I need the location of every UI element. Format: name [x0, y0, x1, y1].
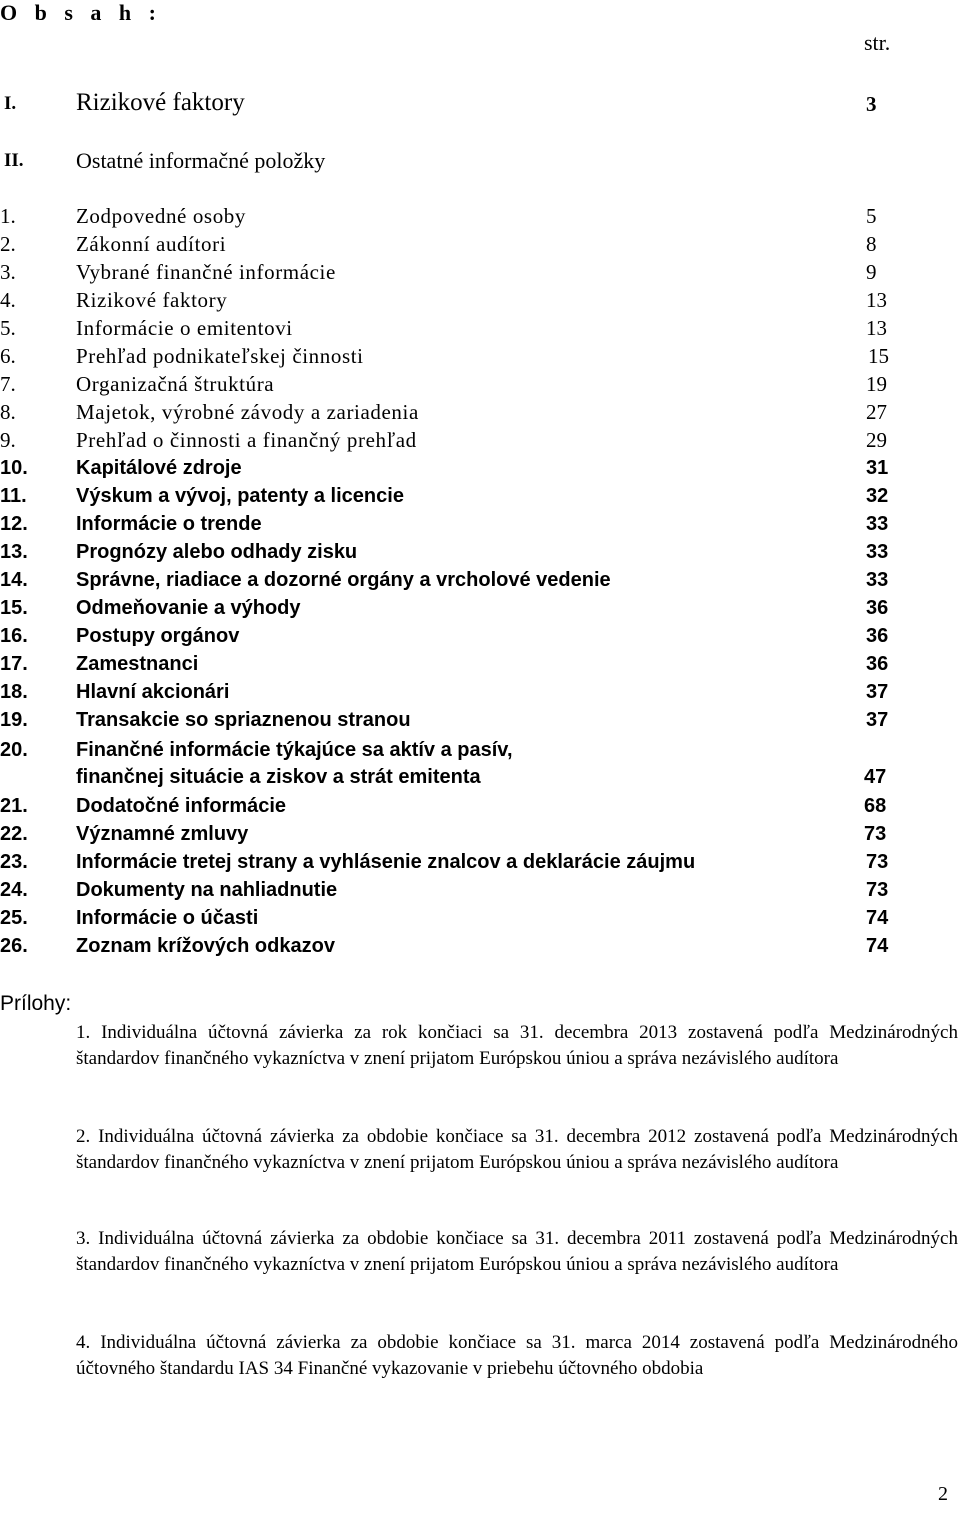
toc-item-number: 8. [0, 400, 16, 424]
toc-item-page: 15 [868, 344, 889, 368]
toc-item-label: Zákonní audítori [76, 232, 227, 256]
toc-item-page: 33 [866, 541, 889, 563]
toc-item-label: Zodpovedné osoby [76, 204, 246, 228]
toc-item-number: 15. [0, 597, 28, 619]
toc-item-label: Organizačná štruktúra [76, 372, 275, 396]
toc-item-page: 74 [866, 935, 889, 957]
toc-item-page: 9 [866, 260, 877, 284]
toc-item-number: 6. [0, 344, 16, 368]
toc-item-label: Odmeňovanie a výhody [76, 597, 301, 619]
toc-item-label: Výskum a vývoj, patenty a licencie [76, 485, 404, 507]
toc-item-number: 4. [0, 288, 16, 312]
attachment-item: 1. Individuálna účtovná závierka za rok končiaci sa 31. decembra 2013 zostavená podľa Medzinárodných štandardov finančného vykazníctva v znení prijatom Európskou úniou a správa nezávislého audítora [76, 1022, 958, 1069]
section-page: 3 [866, 92, 877, 116]
toc-item [0, 258, 960, 286]
toc-item-number: 9. [0, 428, 16, 452]
toc-item [0, 594, 960, 622]
toc-item [0, 426, 960, 454]
toc-item-page: 19 [866, 372, 887, 396]
toc-item-number: 25. [0, 907, 28, 929]
toc-item-label: finančnej situácie a ziskov a strát emitenta [76, 766, 481, 788]
toc-item-page: 29 [866, 428, 887, 452]
toc-item-number: 20. [0, 739, 28, 761]
toc-item-number: 3. [0, 260, 16, 284]
section-title: Ostatné informačné položky [76, 148, 326, 173]
toc-item [0, 286, 960, 314]
toc-item [0, 820, 960, 848]
toc-item-number: 13. [0, 541, 28, 563]
toc-item-number: 10. [0, 457, 28, 479]
toc-item [0, 314, 960, 342]
toc-item-number: 24. [0, 879, 28, 901]
toc-item-label: Dodatočné informácie [76, 795, 287, 817]
page-column-label: str. [864, 30, 891, 55]
toc-item-label: Informácie o účasti [76, 907, 259, 929]
toc-item [0, 706, 960, 734]
toc-item-label: Finančné informácie týkajúce sa aktív a pasív, [76, 739, 513, 761]
section-number: II. [4, 150, 24, 171]
toc-item-label: Postupy orgánov [76, 625, 240, 647]
toc-item-number: 5. [0, 316, 16, 340]
toc-item [0, 566, 960, 594]
toc-item-label: Významné zmluvy [76, 823, 249, 845]
toc-item-label: Zoznam krížových odkazov [76, 935, 335, 957]
toc-item [0, 904, 960, 932]
toc-item [0, 398, 960, 426]
toc-item-page: 5 [866, 204, 877, 228]
toc-item-number: 1. [0, 204, 16, 228]
page-number: 2 [938, 1483, 948, 1505]
section-title: Rizikové faktory [76, 89, 245, 116]
toc-item-page: 68 [864, 795, 887, 817]
toc-item-number: 16. [0, 625, 28, 647]
toc-item-label: Prehľad podnikateľskej činnosti [76, 344, 364, 368]
toc-item-label: Zamestnanci [76, 653, 199, 675]
attachment-item: 2. Individuálna účtovná závierka za obdobie končiace sa 31. decembra 2012 zostavená podľa Medzinárodných štandardov finančného vykazníctva v znení prijatom Európskou úniou a správa nezávislého audítora [76, 1126, 958, 1173]
toc-item-label: Prognózy alebo odhady zisku [76, 541, 358, 563]
toc-item-number: 14. [0, 569, 28, 591]
toc-item-page: 36 [866, 597, 889, 619]
toc-item-label: Kapitálové zdroje [76, 457, 242, 479]
toc-item-page: 37 [866, 681, 889, 703]
toc-item-label: Informácie o trende [76, 513, 262, 535]
attachment-item: 3. Individuálna účtovná závierka za obdobie končiace sa 31. decembra 2011 zostavená podľa Medzinárodných štandardov finančného vykazníctva v znení prijatom Európskou úniou a správa nezávislého audítora [76, 1228, 958, 1275]
attachment-item: 4. Individuálna účtovná závierka za obdobie končiace sa 31. marca 2014 zostavená podľa Medzinárodného účtovného štandardu IAS 34 Finančné vykazovanie v priebehu účtovného obdobia [76, 1332, 958, 1379]
toc-item-number: 2. [0, 232, 16, 256]
toc-item-number: 12. [0, 513, 28, 535]
toc-item-number: 23. [0, 851, 28, 873]
toc-item-page: 73 [866, 851, 889, 873]
toc-item-page: 36 [866, 625, 889, 647]
toc-item [0, 848, 960, 876]
toc-item [0, 538, 960, 566]
toc-item-number: 19. [0, 709, 28, 731]
toc-item-number: 18. [0, 681, 28, 703]
toc-item-page: 47 [864, 766, 887, 788]
toc-item-page: 37 [866, 709, 889, 731]
toc-item-page: 74 [866, 907, 889, 929]
toc-item-page: 13 [866, 316, 887, 340]
toc-item-label: Dokumenty na nahliadnutie [76, 879, 338, 901]
toc-item [0, 370, 960, 398]
page-title: O b s a h : [0, 0, 162, 25]
toc-item-label: Vybrané finančné informácie [76, 260, 336, 284]
toc-item-label: Správne, riadiace a dozorné orgány a vrcholové vedenie [76, 569, 611, 591]
toc-item [0, 792, 960, 820]
toc-item [0, 342, 960, 370]
toc-item-label: Transakcie so spriaznenou stranou [76, 709, 411, 731]
toc-item [0, 932, 960, 960]
toc-item-label: Majetok, výrobné závody a zariadenia [76, 400, 419, 424]
toc-item [0, 510, 960, 538]
toc-item-page: 32 [866, 485, 889, 507]
toc-item [0, 678, 960, 706]
toc-item-number: 26. [0, 935, 28, 957]
toc-item [0, 622, 960, 650]
toc-item-label: Prehľad o činnosti a finančný prehľad [76, 428, 417, 452]
toc-item-label: Rizikové faktory [76, 288, 228, 312]
toc-item-number: 22. [0, 823, 28, 845]
toc-item-page: 13 [866, 288, 887, 312]
toc-item [0, 482, 960, 510]
toc-item-page: 31 [866, 457, 889, 479]
attachments-heading: Prílohy: [0, 992, 72, 1015]
toc-item [0, 650, 960, 678]
toc-item-page: 36 [866, 653, 889, 675]
toc-item-page: 8 [866, 232, 877, 256]
toc-item [0, 230, 960, 258]
toc-item-page: 33 [866, 569, 889, 591]
toc-item [0, 454, 960, 482]
toc-item [0, 876, 960, 904]
toc-item [0, 202, 960, 230]
toc-item-number: 11. [0, 485, 27, 507]
toc-item-number: 7. [0, 372, 16, 396]
toc-item-number: 17. [0, 653, 28, 675]
toc-item-page: 73 [864, 823, 887, 845]
toc-item-page: 27 [866, 400, 887, 424]
toc-item-page: 73 [866, 879, 889, 901]
toc-item-label: Hlavní akcionári [76, 681, 230, 703]
toc-item [0, 736, 960, 764]
toc-item-label: Informácie tretej strany a vyhlásenie znalcov a deklarácie záujmu [76, 851, 696, 873]
section-number: I. [4, 93, 17, 114]
toc-item-number: 21. [0, 795, 28, 817]
toc-item [0, 763, 960, 791]
toc-item-label: Informácie o emitentovi [76, 316, 293, 340]
toc-item-page: 33 [866, 513, 889, 535]
